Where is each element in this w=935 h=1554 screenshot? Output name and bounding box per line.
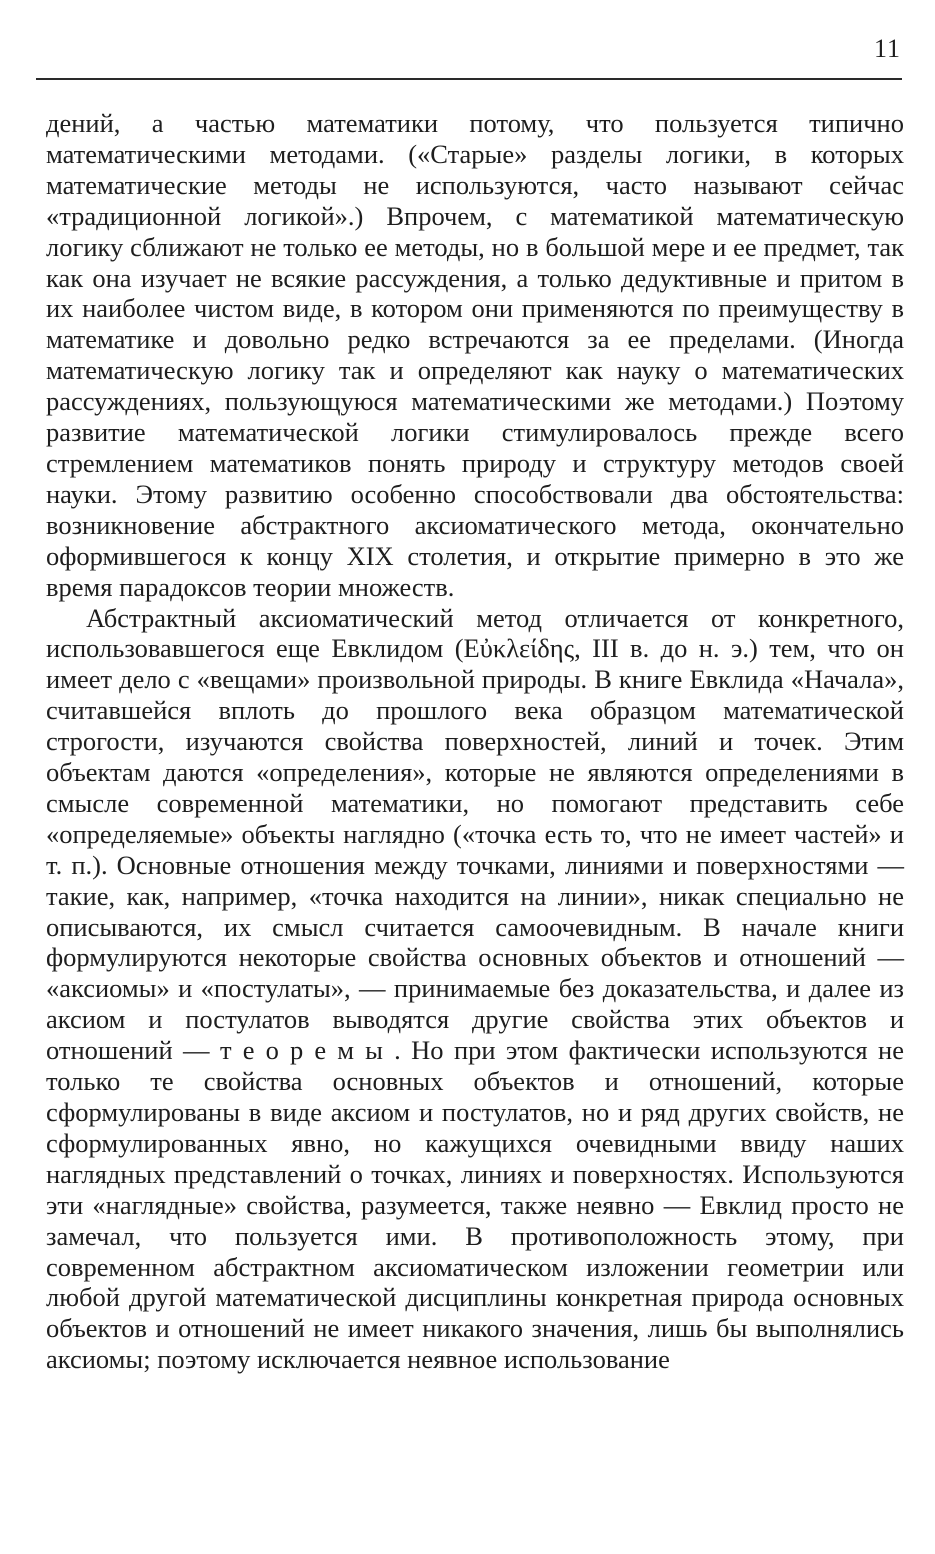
paragraph-text-part-2: . Но при этом фактически используются не только те свойства основных объектов и отношений, которые сформулированы в виде аксиом и постулатов, но и ряд других свойств, не сформулированных явно, но кажущихся очевидными ввиду наших наглядных представлений о точках, линиях и поверхностях. Используются эти «наглядные» свойства, разумеется, также неявно — Евклид просто не замечал, что пользуется ими. В противоположность этому, при современном абстрактном аксиоматическом изложении геометрии или любой другой математической дисциплины конкретная природа основных объектов и отношений не имеет никакого значения, лишь бы выполнялись аксиомы; поэтому исключается неявное использование [46,1035,904,1375]
paragraph-text-part-1: Абстрактный аксиоматический метод отличается от конкретного, использовавшегося еще Евклидом (Εὐκλείδης, III в. до н. э.) тем, что он имеет дело с «вещами» произвольной природы. В книге Евклида «Начала», считавшейся вплоть до прошлого века образцом математической строгости, изучаются свойства поверхностей, линий и точек. Этим объектам даются «определения», которые не являются определениями в смысле современной математики, но помогают представить себе «определяемые» объекты наглядно («точка есть то, что не имеет частей» и т. п.). Основные отношения между точками, линиями и поверхностями — такие, как, например, «точка находится на линии», никак специально не описываются, их смысл считается самоочевидным. В начале книги формулируются некоторые свойства основных объектов и отношений — «аксиомы» и «постулаты», — принимаемые без доказательства, и далее из аксиом и постулатов выводятся другие свойства этих объектов и отношений — [46,602,904,1066]
body-text [46,108,904,1375]
page-number: 11 [873,34,901,63]
paragraph-continuation: дений, а частью математики потому, что пользуется типично математическими методами. («Старые» разделы логики, в которых математические методы не используются, часто называют сейчас «традиционной логикой».) Впрочем, с математикой математическую логику сближают не только ее методы, но в большой мере и ее предмет, так как она изучает не всякие рассуждения, а только дедуктивные и притом в их наиболее чистом виде, в котором они применяются по преимуществу в математике и довольно редко встречаются за ее пределами. (Иногда математическую логику так и определяют как науку о математических рассуждениях, пользующуюся математическими же методами.) Поэтому развитие математической логики стимулировалось прежде всего стремлением математиков понять природу и структуру методов своей науки. Этому развитию особенно способствовали два обстоятельства: возникновение абстрактного аксиоматического метода, окончательно оформившегося к концу XIX столетия, и открытие примерно в это же время парадоксов теории множеств. [46,108,904,602]
header-rule [36,78,902,80]
spaced-term-theorems: теоремы [220,1035,395,1066]
paragraph-axiomatic-method [46,603,904,1376]
